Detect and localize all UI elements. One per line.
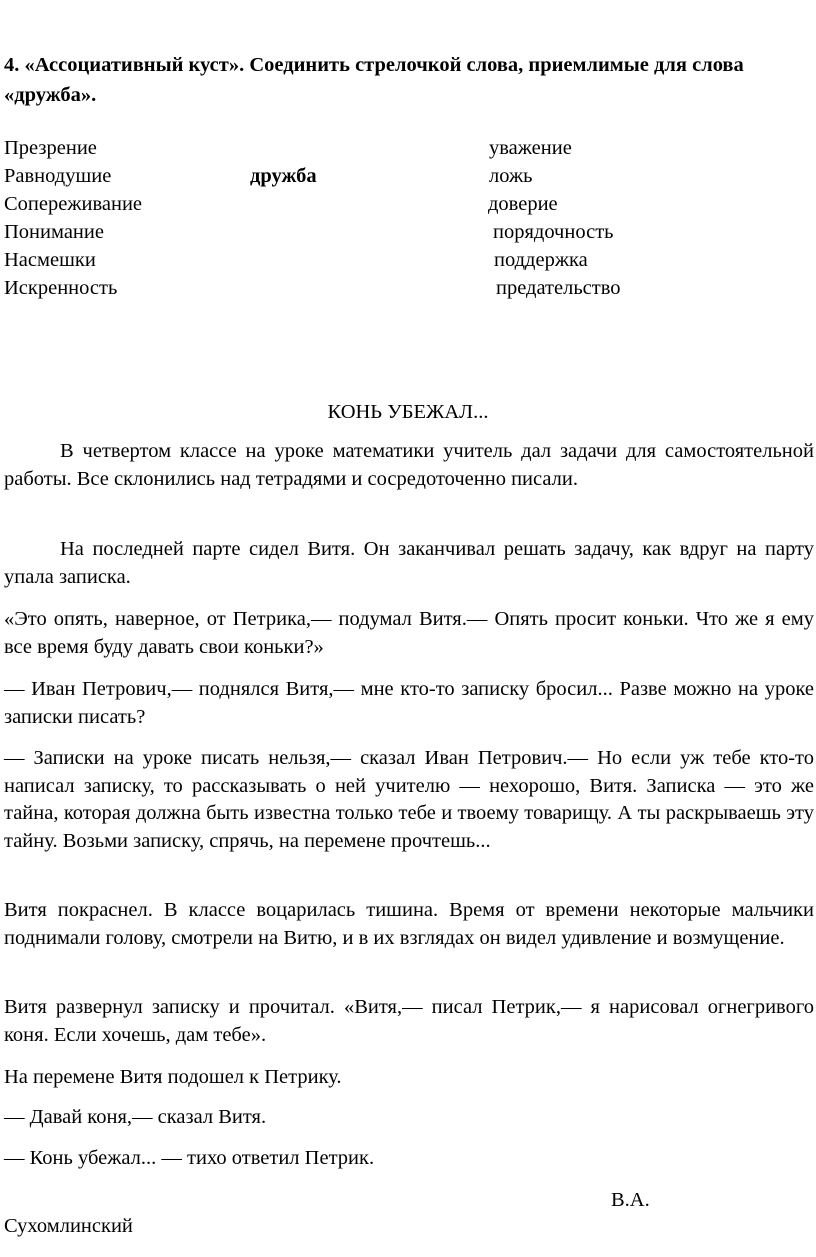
task-title: 4. «Ассоциативный куст». Соединить стрелочкой слова, приемлимые для слова «дружба».	[4, 54, 744, 106]
story-title: КОНЬ УБЕЖАЛ...	[327, 401, 489, 423]
right-word: ложь	[489, 165, 533, 187]
story-paragraph: — Конь убежал... — тихо ответил Петрик.	[4, 1147, 375, 1169]
right-word: уважение	[489, 137, 572, 159]
story-paragraph: — Записки на уроке писать нельзя,— сказал Иван Петрович.— Но если уж тебе кто-то написал записку, то рассказывать о ней учителю — нехорошо, Витя. Записка — это же тайна, которая должна быть известна только тебе и твоему товарищу. А ты раскрываешь эту тайну. Возьми записку, спрячь, на перемене прочтешь...	[4, 747, 814, 852]
story-paragraph: — Иван Петрович,— поднялся Витя,— мне кто-то записку бросил... Разве можно на уроке записки писать?	[4, 678, 814, 728]
right-word: порядочность	[493, 221, 614, 243]
story-paragraph: На перемене Витя подошел к Петрику.	[4, 1066, 342, 1088]
left-word: Сопереживание	[4, 193, 143, 215]
right-word: предательство	[496, 277, 621, 299]
right-word: поддержка	[494, 249, 588, 271]
center-word: дружба	[250, 165, 317, 187]
story-paragraph: — Давай коня,— сказал Витя.	[4, 1106, 267, 1128]
left-word: Насмешки	[4, 249, 96, 271]
story-paragraph: В четвертом классе на уроке математики учитель дал задачи для самостоятельной работы. Все склонились над тетрадями и сосредоточенно писали.	[4, 440, 814, 490]
left-word: Искренность	[4, 277, 118, 299]
author-initials: В.А.	[611, 1189, 650, 1211]
story-paragraph: Витя покраснел. В классе воцарилась тишина. Время от времени некоторые мальчики поднимали голову, смотрели на Витю, и в их взглядах он видел удивление и возмущение.	[4, 899, 814, 949]
story-paragraph: Витя развернул записку и прочитал. «Витя,— писал Петрик,— я нарисовал огнегривого коня. Если хочешь, дам тебе».	[4, 996, 814, 1046]
story-paragraph: На последней парте сидел Витя. Он заканчивал решать задачу, как вдруг на парту упала записка.	[4, 538, 814, 588]
right-word: доверие	[488, 193, 558, 215]
story-paragraph: «Это опять, наверное, от Петрика,— подумал Витя.— Опять просит коньки. Что же я ему все время буду давать свои коньки?»	[4, 608, 814, 658]
author-surname: Сухомлинский	[4, 1215, 133, 1237]
left-word: Понимание	[4, 221, 104, 243]
left-word: Презрение	[4, 137, 97, 159]
left-word: Равнодушие	[4, 165, 112, 187]
